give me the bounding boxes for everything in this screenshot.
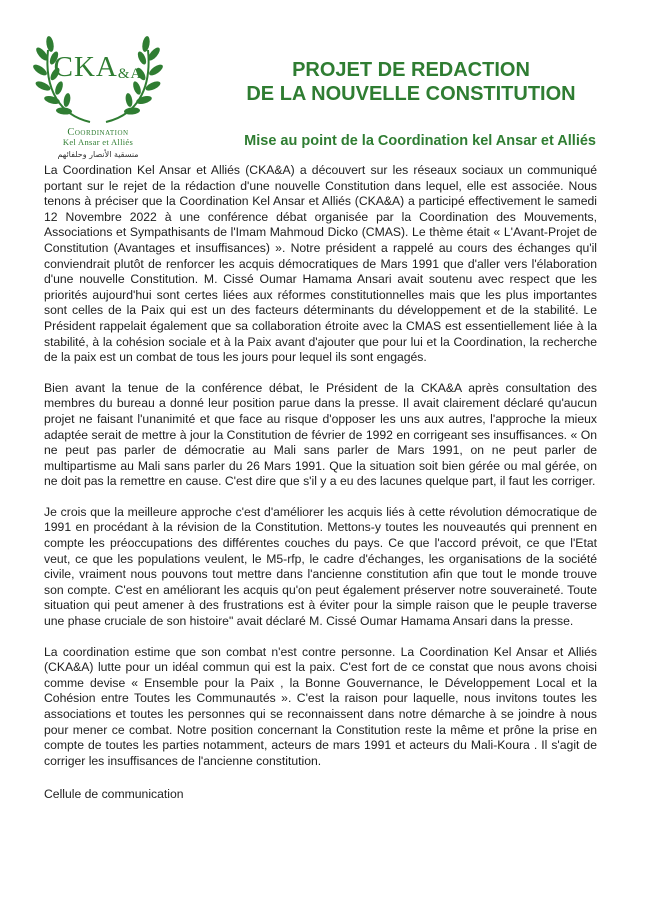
logo-coordination: Coordination	[67, 127, 129, 138]
paragraph-1: La Coordination Kel Ansar et Alliés (CKA&A) a découvert sur les réseaux sociaux un communiqué portant sur le rejet de la rédaction d'une nouvelle Constitution dans lequel, elle est associée. Nous tenons à préciser que la Coordination Kel Ansar et Alliés (CKA&A) a participé effectivement le samedi 12 Novembre 2022 à une conférence débat organisée par la Coordination des Mouvements, Associations et Sympathisants de l'Imam Mahmoud Dicko (CMAS). Le thème était « L'Avant-Projet de Constitution (Avantages et insuffisances) ». Notre président a rappelé au cours des échanges qu'il conviendrait plutôt de renforcer les acquis démocratiques de Mars 1991 que d'aller vers l'élaboration d'une nouvelle Constitution. M. Cissé Oumar Hamama Ansari avait soutenu avec respect que les priorités aujourd'hui sont certes liées aux réformes constitutionnelles mais que les plus importantes sont celles de la Paix qui est un des facteurs déterminants du développement et de la stabilité. Le Président rappelait également que sa collaboration étroite avec la CMAS est essentiellement liée à la stabilité, à la cohésion sociale et à la Paix avant d'ajouter que pour lui et la Coordination, la recherche de la paix est un combat de tous les jours pour lequel ils sont engagés.	[44, 163, 597, 365]
logo-amp: &A	[117, 66, 143, 82]
signature: Cellule de communication	[44, 787, 184, 802]
paragraph-4: La coordination estime que son combat n'est contre personne. La Coordination Kel Ansar et Alliés (CKA&A) lutte pour un idéal commun qui est la paix. C'est fort de ce constat que nous avons choisi comme devise « Ensemble pour la Paix , la Bonne Gouvernance, le Développement Local et la Cohésion entre Toutes les Communautés ». C'est la raison pour laquelle, nous invitons toutes les associations et toutes les personnes qui se reconnaissent dans notre démarche à se joindre à nous pour mener ce combat. Notre position concernant la Constitution reste la même et prône la prise en compte de toutes les parties notamment, acteurs de mars 1991 et acteurs du Mali-Koura . Il s'agit de corriger les insuffisances de l'ancienne constitution.	[44, 644, 597, 768]
logo-arabic-name: منسقية الأنصار وحلفائهم	[57, 150, 139, 159]
paragraph-3: Je crois que la meilleure approche c'est d'améliorer les acquis liés à cette révolution démocratique de 1991 en procédant à la révision de la Constitution. Mettons-y toutes les nouveautés qui prennent en compte les préoccupations des différentes couches du pays. Ce que l'accord prévoit, ce que l'Etat veut, ce que les populations veulent, le M5-rfp, le cadre d'échanges, les organisations de la société civile, vraiment nous pouvons tout mettre dans l'ancienne constitution afin que tout le monde trouve son compte. C'est en améliorant les acquis qu'on peut également préserver notre souveraineté. Toute situation qui peut amener à des frustrations est à éviter pour la simple raison que le peuple traverse une phase cruciale de son histoire" avait déclaré M. Cissé Oumar Hamama Ansari dans la presse.	[44, 504, 597, 629]
logo-kel-ansar: Kel Ansar et Alliés	[62, 137, 134, 147]
paragraph-2: Bien avant la tenue de la conférence débat, le Président de la CKA&A après consultation des membres du bureau a donné leur position parue dans la presse. Il avait clairement déclaré qu'aucun projet ne faisant l'unanimité et que face au risque d'opposer les uns aux autres, l'approche la mieux adaptée serait de mettre à jour la Constitution de février de 1992 en corrigeant ses insuffisances. « On ne peut pas parler de démocratie au Mali sans parler de Mars 1991, on ne peut parler de multipartisme au Mali sans parler du 26 Mars 1991. Que la situation soit bien gérée ou mal gérée, on ne doit pas la remettre en cause. C'est dire que s'il y a eu des lacunes quelque part, il faut les corriger.	[44, 380, 597, 489]
logo-abbreviation	[30, 52, 166, 89]
document-body	[44, 163, 597, 818]
logo-abbr: CKA	[53, 51, 118, 83]
document-title	[196, 58, 626, 106]
title-line-1: PROJET DE REDACTION	[292, 59, 530, 81]
document-subtitle: Mise au point de la Coordination kel Ansar et Alliés	[244, 133, 596, 149]
title-line-2: DE LA NOUVELLE CONSTITUTION	[246, 83, 576, 105]
cka-logo	[30, 30, 166, 159]
